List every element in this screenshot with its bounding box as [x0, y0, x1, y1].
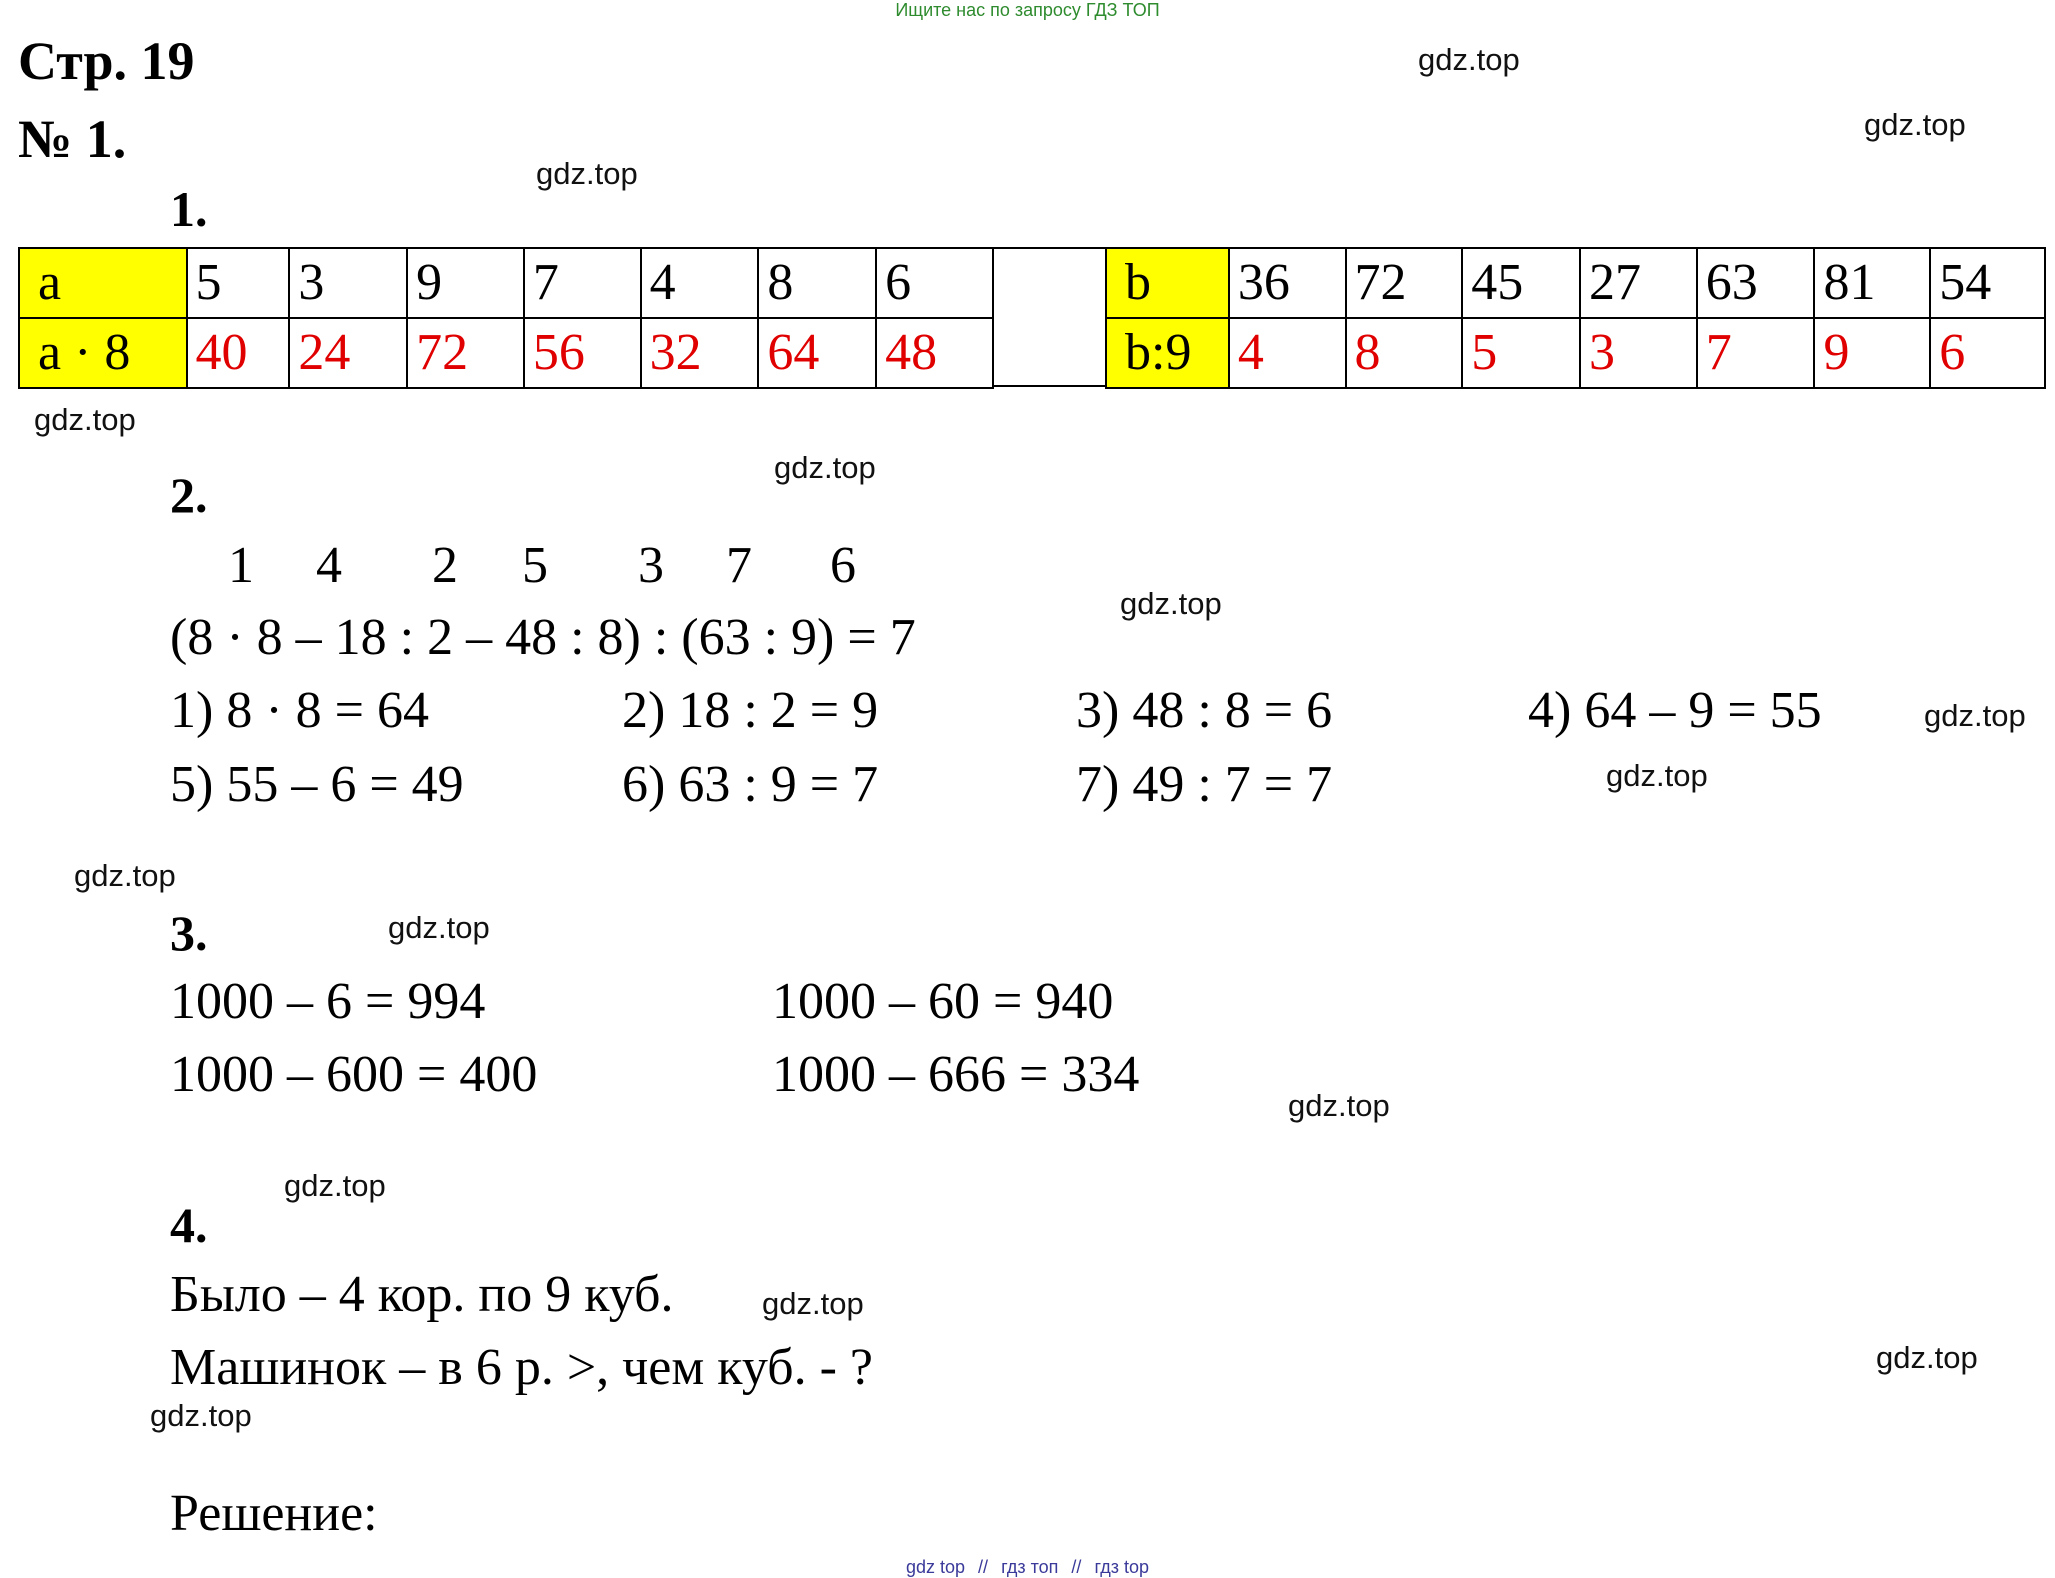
order-number: 5: [522, 537, 548, 594]
part3-label: 3.: [170, 905, 208, 961]
table-result-cell: 7: [1697, 318, 1815, 388]
table-result-cell: 3: [1580, 318, 1697, 388]
table-cell: 3: [289, 248, 407, 318]
order-number: 1: [228, 537, 254, 594]
table-cell: 81: [1814, 248, 1930, 318]
watermark: gdz.top: [1876, 1340, 1978, 1375]
watermark: gdz.top: [150, 1398, 252, 1433]
footer-link[interactable]: гдз top: [1094, 1557, 1149, 1577]
order-number: 2: [432, 537, 458, 594]
step: 1) 8 · 8 = 64: [170, 682, 429, 739]
equation: 1000 – 6 = 994: [170, 973, 486, 1030]
table-gap: [993, 247, 1105, 387]
table-cell: 63: [1697, 248, 1815, 318]
order-number: 6: [830, 537, 856, 594]
table-result-cell: 48: [876, 318, 993, 388]
table-b: [1105, 247, 2046, 389]
step: 3) 48 : 8 = 6: [1076, 682, 1333, 739]
step: 5) 55 – 6 = 49: [170, 756, 464, 813]
table-cell: 5: [187, 248, 290, 318]
watermark: gdz.top: [1864, 107, 1966, 142]
table-result-cell: 9: [1814, 318, 1930, 388]
watermark: gdz.top: [34, 402, 136, 437]
table-b-result-label: b:9: [1106, 318, 1229, 388]
footer-link[interactable]: gdz top: [905, 1557, 966, 1577]
table-cell: 36: [1229, 248, 1346, 318]
footer-links: [0, 1557, 2055, 1578]
watermark: gdz.top: [284, 1168, 386, 1203]
table-cell: 6: [876, 248, 993, 318]
table-cell: 8: [758, 248, 876, 318]
equation: 1000 – 60 = 940: [772, 973, 1114, 1030]
table-row: [1106, 318, 2045, 388]
table-result-cell: 64: [758, 318, 876, 388]
table-result-cell: 6: [1930, 318, 2045, 388]
footer-separator: //: [978, 1557, 989, 1577]
table-row: [1106, 248, 2045, 318]
problem-line: Было – 4 кор. по 9 куб.: [170, 1266, 674, 1323]
table-row: [19, 248, 993, 318]
part4-label: 4.: [170, 1197, 208, 1253]
watermark: gdz.top: [774, 450, 876, 485]
table-a-label: a: [19, 248, 187, 318]
task-title: № 1.: [18, 109, 127, 169]
table-a-result-label: a · 8: [19, 318, 187, 388]
step: 6) 63 : 9 = 7: [622, 756, 879, 813]
table-result-cell: 72: [407, 318, 524, 388]
table-result-cell: 24: [289, 318, 407, 388]
watermark: gdz.top: [536, 156, 638, 191]
equation: 1000 – 666 = 334: [772, 1046, 1140, 1103]
order-number: 7: [726, 537, 752, 594]
watermark: gdz.top: [388, 910, 490, 945]
order-number: 3: [638, 537, 664, 594]
step: 4) 64 – 9 = 55: [1528, 682, 1822, 739]
table-cell: 45: [1462, 248, 1580, 318]
watermark: gdz.top: [762, 1286, 864, 1321]
solution-label: Решение:: [170, 1485, 378, 1542]
expression: (8 · 8 – 18 : 2 – 48 : 8) : (63 : 9) = 7: [170, 609, 916, 666]
problem-line: Машинок – в 6 р. >, чем куб. - ?: [170, 1339, 873, 1396]
footer-separator: //: [1071, 1557, 1082, 1577]
table-result-cell: 56: [524, 318, 641, 388]
part1-label: 1.: [170, 181, 208, 237]
table-cell: 72: [1346, 248, 1463, 318]
watermark: gdz.top: [1606, 758, 1708, 793]
order-number: 4: [316, 537, 342, 594]
table-row: [19, 318, 993, 388]
watermark: gdz.top: [1418, 42, 1520, 77]
equation: 1000 – 600 = 400: [170, 1046, 538, 1103]
table-cell: 54: [1930, 248, 2045, 318]
table-cell: 7: [524, 248, 641, 318]
step: 7) 49 : 7 = 7: [1076, 756, 1333, 813]
table-result-cell: 8: [1346, 318, 1463, 388]
table-cell: 4: [641, 248, 759, 318]
table-result-cell: 32: [641, 318, 759, 388]
table-cell: 9: [407, 248, 524, 318]
part2-label: 2.: [170, 467, 208, 523]
page-title: Стр. 19: [18, 31, 195, 91]
table-b-label: b: [1106, 248, 1229, 318]
table-cell: 27: [1580, 248, 1697, 318]
table-result-cell: 4: [1229, 318, 1346, 388]
watermark: gdz.top: [1288, 1088, 1390, 1123]
watermark: gdz.top: [1924, 698, 2026, 733]
watermark: gdz.top: [74, 858, 176, 893]
step: 2) 18 : 2 = 9: [622, 682, 879, 739]
watermark: gdz.top: [1120, 586, 1222, 621]
table-a: [18, 247, 994, 389]
table-result-cell: 40: [187, 318, 290, 388]
table-result-cell: 5: [1462, 318, 1580, 388]
footer-link[interactable]: гдз топ: [1001, 1557, 1059, 1577]
top-banner[interactable]: Ищите нас по запросу ГДЗ ТОП: [895, 0, 1160, 20]
